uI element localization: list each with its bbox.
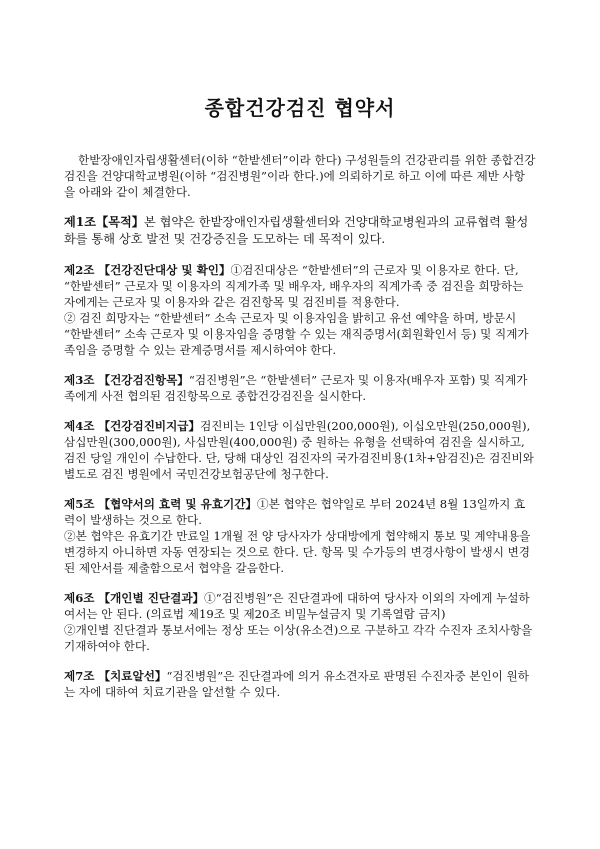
article-2 — [64, 262, 536, 358]
article-heading: 제4조 【건강검진비지급】 — [64, 419, 201, 433]
intro-paragraph: 한밭장애인자립생활센터(이하 “한밭센터”이라 한다) 구성원들의 건강관리를 위한 종합건강검진을 건양대학교병원(이하 “검진병원”이라 한다.)에 의뢰하기로 하고 이에 따른 제반 사항을 아래와 같이 체결한다. — [64, 153, 536, 199]
article-7 — [64, 668, 536, 700]
article-heading: 제6조 【개인별 진단결과】 — [64, 591, 205, 605]
article-paragraph — [64, 590, 536, 622]
article-5 — [64, 496, 536, 576]
article-text: ①“검진병원”은 진단결과에 대하여 당사자 이외의 자에게 누설하여서는 안 된다. (의료법 제19조 및 제20조 비밀누설금지 및 기록열람 금지) — [64, 591, 530, 621]
article-heading: 제7조 【치료알선】 — [64, 669, 167, 683]
article-heading: 제3조 【건강검진항목】 — [64, 373, 189, 387]
article-4 — [64, 418, 536, 482]
article-paragraph — [64, 262, 536, 310]
article-text: 본 협약은 한밭장애인자립생활센터와 건양대학교병원과의 교류협력 활성화를 통해 상호 발전 및 건강증진을 도모하는 데 목적이 있다. — [64, 215, 529, 246]
article-heading: 제2조 【건강진단대상 및 확인】 — [64, 263, 231, 277]
article-text: ①본 협약은 협약일로 부터 2024년 8월 13일까지 효력이 발생하는 것으로 한다. — [64, 497, 526, 527]
article-paragraph — [64, 668, 536, 700]
document-body — [64, 152, 536, 714]
article-text: ①검진대상은 “한밭센터”의 근로자 및 이용자로 한다. 단, “한밭센터” 근로자 및 이용자의 직계가족 및 배우자, 배우자의 직계가족 중 검진을 희망하는 자에게는 근로자 및 이용자와 같은 검진항목 및 검진비를 적용한다. — [64, 263, 524, 309]
document-title: 종합건강검진 협약서 — [204, 96, 396, 120]
article-heading: 제1조【목적】 — [64, 215, 144, 229]
article-paragraph — [64, 418, 536, 482]
article-paragraph: ②본 협약은 유효기간 만료일 1개월 전 양 당사자가 상대방에게 협약해지 통보 및 계약내용을 변경하지 아니하면 자동 연장되는 것으로 한다. 단. 항목 및 수가등의 변경사항이 발생시 변경된 제안서를 제출함으로서 협약을 갈음한다. — [64, 529, 531, 575]
article-6 — [64, 590, 536, 654]
article-text: “검진병원”은 “한밭센터” 근로자 및 이용자(배우자 포함) 및 직계가족에게 사전 협의된 검진항목으로 종합건강검진을 실시한다. — [64, 373, 528, 403]
article-heading: 제5조 【협약서의 효력 및 유효기간】 — [64, 497, 257, 511]
article-text: “검진병원”은 진단결과에 의거 유소견자로 판명된 수진자중 본인이 원하는 자에 대하여 치료기관을 알선할 수 있다. — [64, 669, 529, 699]
article-paragraph — [64, 496, 536, 528]
article-1 — [64, 214, 536, 248]
article-3 — [64, 372, 536, 404]
article-paragraph — [64, 372, 536, 404]
article-paragraph: ②개인별 진단결과 통보서에는 정상 또는 이상(유소견)으로 구분하고 각각 수진자 조치사항을 기재하여야 한다. — [64, 623, 533, 653]
article-text: 검진비는 1인당 이십만원(200,000원), 이십오만원(250,000원), 삼십만원(300,000원), 사십만원(400,000원) 중 원하는 유형을 선택하여 검진을 실시하고, 검진 당일 개인이 수납한다. 단, 당해 대상인 검진자의 국가검진비용(1차+암검진)은 검진비와 별도로 검진 병원에서 국민건강보험공단에 청구한다. — [64, 419, 534, 481]
article-paragraph: ② 검진 희망자는 “한밭센터” 소속 근로자 및 이용자임을 밝히고 유선 예약을 하며, 방문시 “한밭센터” 소속 근로자 및 이용자임을 증명할 수 있는 재직증명서(회원확인서 등) 및 직계가족임을 증명할 수 있는 관계증명서를 제시하여야 한다. — [64, 311, 529, 357]
article-paragraph — [64, 214, 536, 248]
